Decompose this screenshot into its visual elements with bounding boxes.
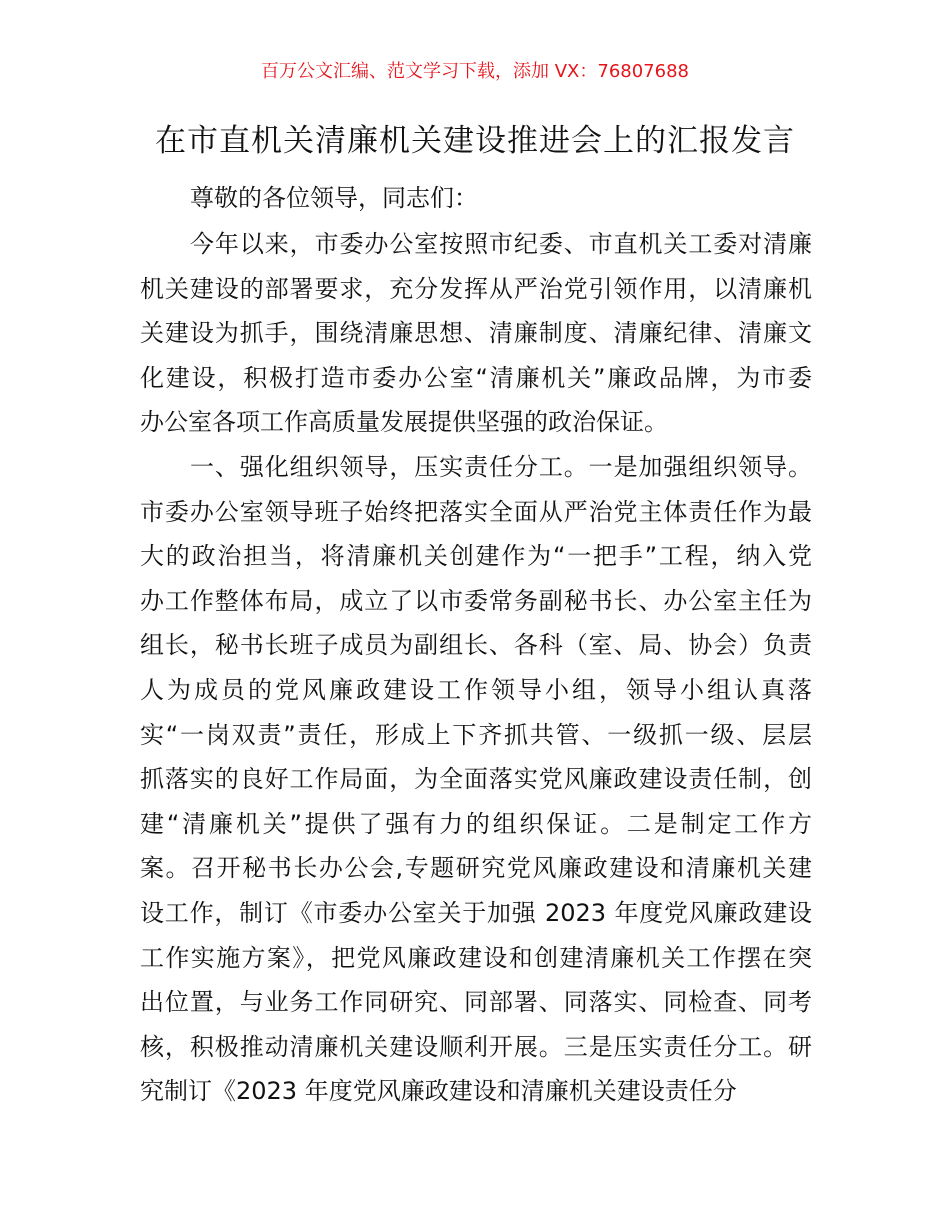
paragraph-line: 一、强化组织领导，压实责任分工。一是加强组织领导。: [190, 453, 812, 481]
paragraph-line: 建“清廉机关”提供了强有力的组织保证。二是制定工作方: [140, 809, 812, 838]
paragraph-line: 实“一岗双责”责任，形成上下齐抓共管、一级抓一级、层层: [140, 720, 812, 749]
download-banner: 百万公文汇编、范文学习下载，添加 VX：76807688: [261, 61, 689, 82]
greeting: 尊敬的各位领导，同志们：: [190, 184, 478, 212]
paragraph-line: 关建设为抓手，围绕清廉思想、清廉制度、清廉纪律、清廉文: [140, 319, 812, 348]
paragraph-line: 组长，秘书长班子成员为副组长、各科（室、局、协会）负责: [140, 631, 812, 660]
paragraph-line: 核，积极推动清廉机关建设顺利开展。三是压实责任分工。研: [140, 1032, 812, 1061]
paragraph-line: 今年以来，市委办公室按照市纪委、市直机关工委对清廉: [190, 230, 812, 258]
paragraph-line: 出位置，与业务工作同研究、同部署、同落实、同检查、同考: [140, 988, 812, 1017]
paragraph-line: 机关建设的部署要求，充分发挥从严治党引领作用，以清廉机: [140, 274, 812, 303]
paragraph-line: 设工作，制订《市委办公室关于加强 2023 年度党风廉政建设: [140, 899, 812, 927]
document-title: 在市直机关清廉机关建设推进会上的汇报发言: [155, 123, 795, 159]
paragraph-line: 办工作整体布局，成立了以市委常务副秘书长、办公室主任为: [140, 586, 812, 615]
paragraph-line: 办公室各项工作高质量发展提供坚强的政治保证。: [140, 408, 668, 437]
paragraph-line: 案。召开秘书长办公会,专题研究党风廉政建设和清廉机关建: [140, 854, 812, 883]
paragraph-line: 工作实施方案》，把党风廉政建设和创建清廉机关工作摆在突: [140, 943, 812, 972]
paragraph-line: 抓落实的良好工作局面，为全面落实党风廉政建设责任制，创: [140, 765, 812, 794]
paragraph-line: 大的政治担当，将清廉机关创建作为“一把手”工程，纳入党: [140, 542, 812, 571]
paragraph-line: 化建设，积极打造市委办公室“清廉机关”廉政品牌，为市委: [140, 363, 812, 392]
paragraph-line: 人为成员的党风廉政建设工作领导小组，领导小组认真落: [140, 676, 812, 704]
paragraph-line: 市委办公室领导班子始终把落实全面从严治党主体责任作为最: [140, 497, 812, 526]
paragraph-line: 究制订《2023 年度党风廉政建设和清廉机关建设责任分: [140, 1077, 737, 1106]
